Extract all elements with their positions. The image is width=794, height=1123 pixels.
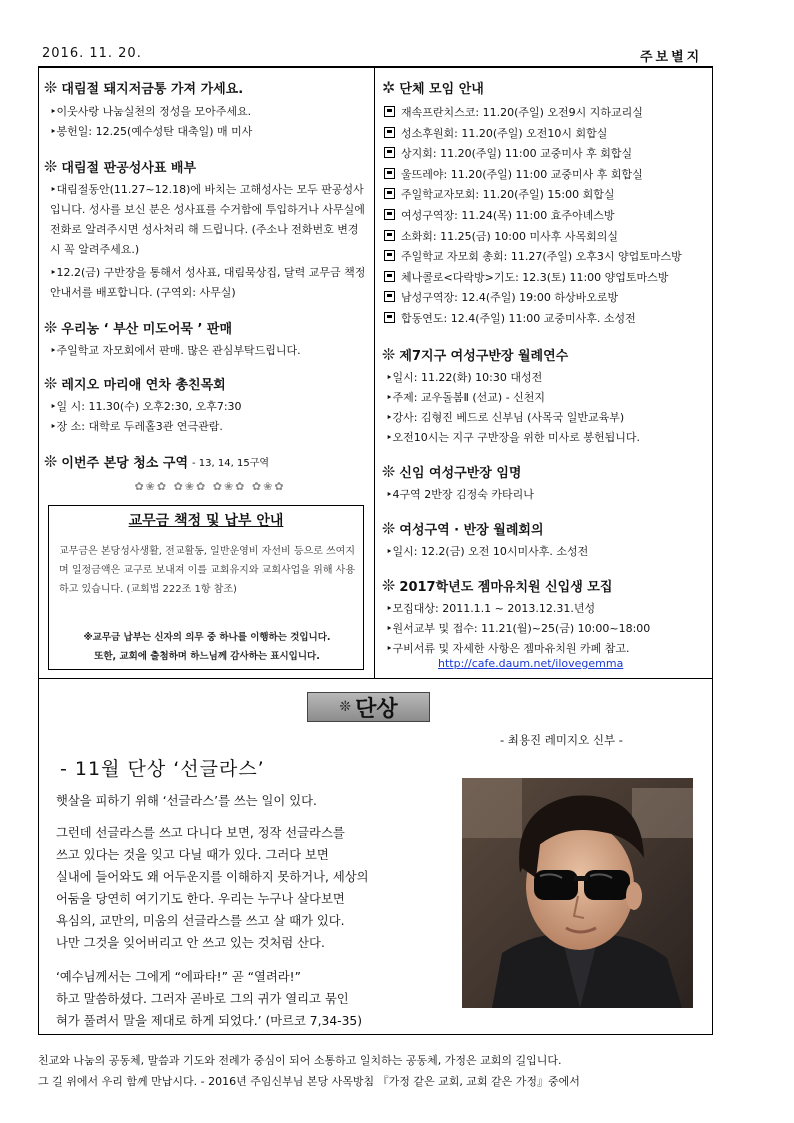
- section-title-legio: ❊ 레지오 마리애 연차 총친목회: [44, 374, 226, 393]
- bullet: ‣4구역 2반장 김정숙 카타리나: [386, 488, 534, 501]
- bullet: ‣주제: 교우돌봄Ⅱ (선교) - 신천지: [386, 391, 546, 404]
- list-item: 소화회: 11.25(금) 10:00 미사후 사목회의실: [384, 227, 682, 248]
- section-title-meeting: ❊ 여성구역 · 반장 월례회의: [382, 519, 544, 538]
- bulletin-footer: 친교와 나눔의 공동체, 말씀과 기도와 전례가 중심이 되어 소통하고 일치하는 공동체, 가정은 교회의 길입니다. 그 길 위에서 우리 함께 만납시다. - 2016년 주임신부님 본당 사목방침 『가정 같은 교회, 교회 같은 가정』중에서: [38, 1054, 580, 1088]
- section-title-piggybank: ❊ 대림절 돼지저금통 가져 가세요.: [44, 78, 244, 97]
- section-title-fishcake: ❊ 우리농 ‘ 부산 미도어묵 ’ 판매: [44, 318, 233, 337]
- homily-paragraph: 햇살을 피하기 위해 ‘선글라스’를 쓰는 일이 있다.: [56, 794, 317, 808]
- bullet: ‣모집대상: 2011.1.1 ~ 2013.12.31.년성: [386, 602, 596, 615]
- bookmark-icon: [384, 209, 395, 220]
- homily-quote: ‘예수님께서는 그에게 “에파타!” 곧 “열려라!” 하고 말씀하셨다. 그러자 곧바로 그의 귀가 열리고 묶인 혀가 풀려서 말을 제대로 하게 되었다.’ (마르코 7,34-35): [56, 970, 363, 1028]
- bulletin-date: 2016. 11. 20.: [42, 46, 142, 61]
- section-title-cleaning: ❊ 이번주 본당 청소 구역 - 13, 14, 15구역: [44, 452, 270, 471]
- bullet: ‣장 소: 대학로 두레홀3관 연극관람.: [50, 420, 223, 433]
- list-item: 울뜨레야: 11.20(주일) 11:00 교중미사 후 회합실: [384, 165, 682, 186]
- snowflake-icon: ❊: [339, 699, 352, 715]
- snowflake-box-icon: ❊: [382, 576, 396, 595]
- section-title-groups: ✲ 단체 모임 안내: [382, 78, 484, 97]
- column-divider: [374, 68, 375, 678]
- homily-title: - 11월 단상 ‘선글라스’: [60, 758, 265, 780]
- group-list: [384, 103, 682, 330]
- man-with-sunglasses-illustration: [462, 778, 693, 1008]
- flower-divider: ✿❀✿ ✿❀✿ ✿❀✿ ✿❀✿: [134, 480, 286, 493]
- list-item: 주일학교 자모회 총회: 11.27(주일) 오후3시 양업토마스방: [384, 247, 682, 268]
- bullet: ‣주일학교 자모회에서 판매. 많은 관심부탁드립니다.: [50, 344, 301, 357]
- list-item: 재속프란치스코: 11.20(주일) 오전9시 지하교리실: [384, 103, 682, 124]
- snowflake-box-icon: ❊: [44, 452, 58, 471]
- snowflake-box-icon: ❊: [382, 462, 396, 481]
- bookmark-icon: [384, 250, 395, 261]
- bullet: ‣강사: 김형진 베드로 신부님 (사목국 일반교육부): [386, 411, 625, 424]
- homily-author: - 최용진 레미지오 신부 -: [500, 733, 623, 747]
- bullet: ‣일시: 11.22(화) 10:30 대성전: [386, 371, 543, 384]
- bookmark-icon: [384, 127, 395, 138]
- list-item: 합동연도: 12.4(주일) 11:00 교중미사후. 소성전: [384, 309, 682, 330]
- list-item: 여성구역장: 11.24(목) 11:00 효주아녜스방: [384, 206, 682, 227]
- list-item: 성소후원회: 11.20(주일) 오전10시 회합실: [384, 124, 682, 145]
- bullet: ‣일 시: 11.30(수) 오후2:30, 오후7:30: [50, 400, 242, 413]
- bookmark-icon: [384, 147, 395, 158]
- bookmark-icon: [384, 106, 395, 117]
- list-item: 남성구역장: 12.4(주일) 19:00 하상바오로방: [384, 288, 682, 309]
- snowflake-box-icon: ❊: [382, 519, 396, 538]
- list-item: 체나콜로<다락방>기도: 12.3(토) 11:00 양업토마스방: [384, 268, 682, 289]
- bullet: ‣구비서류 및 자세한 사항은 젬마유치원 카페 참고.: [386, 642, 630, 655]
- tithe-notice-box: [48, 505, 364, 670]
- bulletin-title: 주보별지: [640, 50, 703, 65]
- section-title-confession: ❊ 대림절 판공성사표 배부: [44, 157, 197, 176]
- snowflake-box-icon: ❊: [382, 345, 396, 364]
- bullet: ‣대림절동안(11.27~12.18)에 바치는 고해성사는 모두 판공성사입니다. 성사를 보신 분은 성사표를 수거함에 투입하거나 사무실에 전화로 알려주시면 성사처리 해 드립니다. (주소나 전화번호 변경시 꼭 알려주세요.): [50, 183, 365, 256]
- homily-photo: [462, 778, 693, 1008]
- list-item: 상지회: 11.20(주일) 11:00 교중미사 후 회합실: [384, 144, 682, 165]
- section-title-kindergarten: ❊ 2017학년도 젬마유치원 신입생 모집: [382, 576, 613, 595]
- bullet: ‣이웃사랑 나눔실천의 정성을 모아주세요.: [50, 105, 252, 118]
- snowflake-icon: ✲: [382, 78, 396, 97]
- bookmark-icon: [384, 230, 395, 241]
- section-divider: [38, 678, 713, 679]
- bullet: ‣봉헌일: 12.25(예수성탄 대축일) 매 미사: [50, 125, 253, 138]
- notice-body: 교무금은 본당성사생활, 전교활동, 일반운영비 자선비 등으로 쓰여지며 일정금액은 교구로 보내져 이를 교회유지와 교회사업을 위해 사용하고 있습니다. (교회법 222조 1항 참조): [59, 546, 355, 595]
- bookmark-icon: [384, 271, 395, 282]
- snowflake-box-icon: ❊: [44, 374, 58, 393]
- homily-paragraph: 그런데 선글라스를 쓰고 다니다 보면, 정작 선글라스를 쓰고 있다는 것을 잊고 다닐 때가 있다. 그러다 보면 실내에 들어와도 왜 어두운지를 이해하지 못하거나, 세상의 어둠을 당연히 여기기도 한다. 우리는 누구나 살다보면 욕심의, 교만의, 미움의 선글라스를 쓰고 살 때가 있다. 나만 그것을 잊어버리고 안 쓰고 있는 것처럼 산다.: [56, 826, 369, 950]
- bookmark-icon: [384, 188, 395, 199]
- notice-title: 교무금 책정 및 납부 안내: [128, 513, 284, 529]
- section-title-appointment: ❊ 신임 여성구반장 임명: [382, 462, 522, 481]
- bullet: ‣오전10시는 지구 구반장을 위한 미사로 봉헌됩니다.: [386, 431, 640, 444]
- list-item: 주일학교자모회: 11.20(주일) 15:00 회합실: [384, 185, 682, 206]
- cafe-link[interactable]: http://cafe.daum.net/ilovegemma: [438, 657, 624, 670]
- bookmark-icon: [384, 312, 395, 323]
- snowflake-box-icon: ❊: [44, 78, 58, 97]
- bookmark-icon: [384, 291, 395, 302]
- homily-banner: ❊ 단상: [307, 692, 430, 722]
- bullet: ‣12.2(금) 구반장을 통해서 성사표, 대림묵상집, 달력 교무금 책정안내서를 배포합니다. (구역외: 사무실): [50, 266, 366, 299]
- section-title-training: ❊ 제7지구 여성구반장 월례연수: [382, 345, 569, 364]
- bullet: ‣원서교부 및 접수: 11.21(월)~25(금) 10:00~18:00: [386, 622, 651, 635]
- notice-footer: ※교무금 납부는 신자의 의무 중 하나를 이행하는 것입니다. 또한, 교회에 출첨하며 하느님께 감사하는 표시입니다.: [83, 632, 331, 662]
- bullet: ‣일시: 12.2(금) 오전 10시미사후. 소성전: [386, 545, 589, 558]
- bookmark-icon: [384, 168, 395, 179]
- snowflake-box-icon: ❊: [44, 157, 58, 176]
- snowflake-box-icon: ❊: [44, 318, 58, 337]
